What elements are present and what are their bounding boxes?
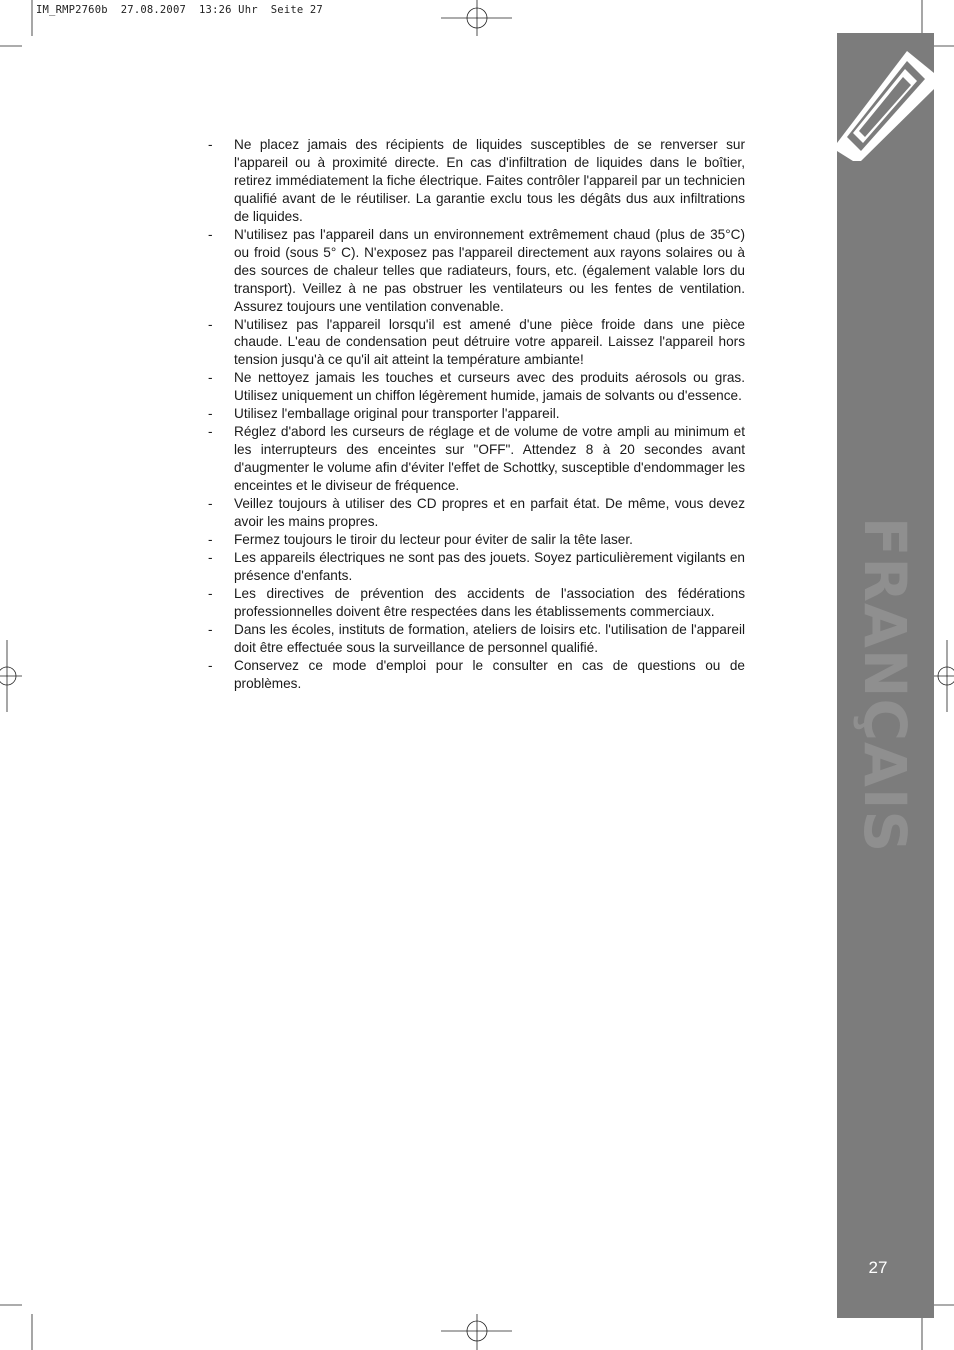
language-label: FRANÇAIS	[851, 516, 919, 854]
registration-mark-right	[932, 640, 954, 712]
list-item-text: Réglez d'abord les curseurs de réglage et de volume de votre ampli au minimum et les interrupteurs des enceintes sur "OFF". Attendez 8 à 20 secondes avant d'augmenter le volume afin d'éviter l'effet de Schottky, susceptible d'endommager les enceintes et le diviseur de fréquence.	[234, 424, 745, 494]
print-slug: IM_RMP2760b 27.08.2007 13:26 Uhr Seite 27	[36, 4, 323, 16]
list-item	[205, 657, 745, 693]
list-item-text: Ne placez jamais des récipients de liquides susceptibles de se renverser sur l'appareil ou à proximité directe. En cas d'infiltration de liquides dans le boîtier, retirez immédiatement la fiche électrique. Faites contrôler l'appareil par un technicien qualifié avant de le réutiliser. La garantie exclu tous les dégâts dus aux infiltrations de liquides.	[234, 137, 745, 224]
bullet-dash: -	[208, 621, 213, 637]
language-side-tab	[837, 33, 934, 1318]
list-item-text: Les appareils électriques ne sont pas des jouets. Soyez particulièrement vigilants en présence d'enfants.	[234, 549, 745, 583]
list-item	[205, 423, 745, 495]
list-item	[205, 495, 745, 531]
bullet-dash: -	[208, 316, 213, 332]
brand-stripe-logo-icon	[837, 33, 934, 163]
bullet-dash: -	[208, 657, 213, 673]
list-item	[205, 549, 745, 585]
list-item	[205, 136, 745, 226]
list-item	[205, 585, 745, 621]
list-item-text: Conservez ce mode d'emploi pour le consulter en cas de questions ou de problèmes.	[234, 657, 745, 691]
list-item-text: Les directives de prévention des accidents de l'association des fédérations professionnelles doivent être respectées dans les établissements commerciaux.	[234, 585, 745, 619]
bullet-dash: -	[208, 549, 213, 565]
list-item	[205, 369, 745, 405]
bullet-dash: -	[208, 424, 213, 440]
safety-instructions	[205, 136, 745, 693]
list-item	[205, 226, 745, 316]
list-item	[205, 316, 745, 370]
bullet-dash: -	[208, 406, 213, 422]
list-item	[205, 405, 745, 423]
list-item-text: N'utilisez pas l'appareil dans un environnement extrêmement chaud (plus de 35°C) ou froid (sous 5° C). N'exposez pas l'appareil directement aux rayons solaires ou à des sources de chaleur telles que radiateurs, fours, etc. (également valable lors du transport). Veillez à ne pas obstruer les ventilateurs ou les fentes de ventilation. Assurez toujours une ventilation convenable.	[234, 226, 745, 314]
list-item-text: Utilisez l'emballage original pour transporter l'appareil.	[234, 406, 560, 422]
list-item-text: Fermez toujours le tiroir du lecteur pour éviter de salir la tête laser.	[234, 531, 633, 547]
bullet-dash: -	[208, 226, 213, 242]
registration-mark-top	[441, 0, 512, 36]
registration-mark-left	[0, 640, 22, 712]
list-item	[205, 621, 745, 657]
instruction-list	[205, 136, 745, 693]
bullet-dash: -	[208, 370, 213, 386]
bullet-dash: -	[208, 585, 213, 601]
list-item-text: Dans les écoles, instituts de formation, ateliers de loisirs etc. l'utilisation de l'appareil doit être effectuée sous la surveillance de personnel qualifié.	[234, 621, 745, 655]
bullet-dash: -	[208, 137, 213, 152]
page-number: 27	[868, 1258, 888, 1277]
list-item-text: Ne nettoyez jamais les touches et curseurs avec des produits aérosols ou gras. Utilisez uniquement un chiffon légèrement humide, jamais de solvants ou d'essence.	[234, 370, 745, 404]
bullet-dash: -	[208, 496, 213, 512]
bullet-dash: -	[208, 531, 213, 547]
list-item-text: N'utilisez pas l'appareil lorsqu'il est amené d'une pièce froide dans une pièce chaude. L'eau de condensation peut détruire votre appareil. Laissez l'appareil hors tension jusqu'à ce qu'il ait atteint la température ambiante!	[234, 316, 745, 368]
list-item-text: Veillez toujours à utiliser des CD propres et en parfait état. De même, vous devez avoir les mains propres.	[234, 496, 745, 530]
list-item	[205, 531, 745, 549]
registration-mark-bottom	[441, 1314, 512, 1350]
